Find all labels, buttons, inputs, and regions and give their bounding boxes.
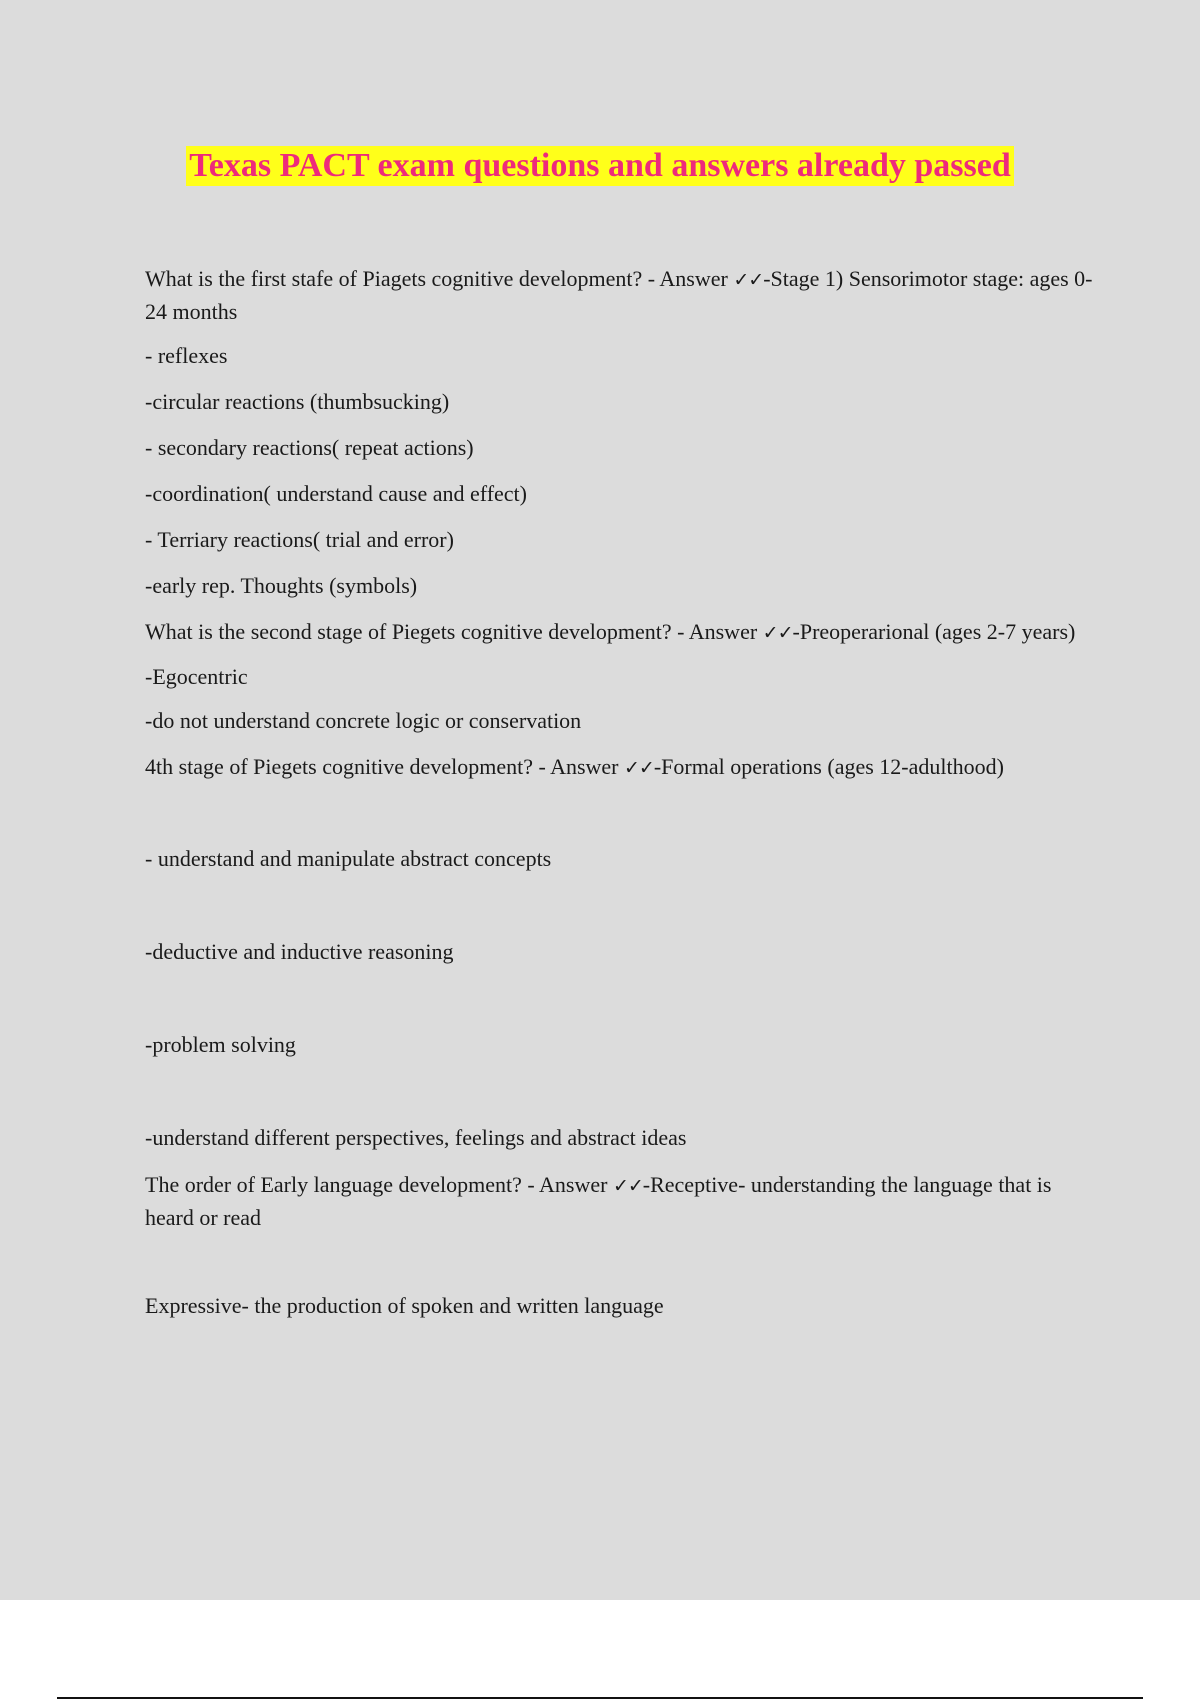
check-icon: ✓✓ xyxy=(762,622,793,644)
answer-text: -Receptive- understanding the language that is heard or read xyxy=(145,1172,1052,1230)
qa-paragraph xyxy=(145,751,1095,784)
list-item: - Terriary reactions( trial and error) xyxy=(145,527,454,552)
question-text: What is the second stage of Piegets cognitive development? - Answer xyxy=(145,619,763,644)
question-text: The order of Early language development? - Answer xyxy=(145,1172,613,1197)
question-text: What is the first stafe of Piagets cognitive development? - Answer xyxy=(145,266,734,291)
list-item: - reflexes xyxy=(145,343,228,368)
question-text: 4th stage of Piegets cognitive development? - Answer xyxy=(145,754,624,779)
list-item: -problem solving xyxy=(145,1032,296,1057)
answer-text: -Stage 1) Sensorimotor stage: ages 0-24 months xyxy=(145,266,1093,324)
document-title: Texas PACT exam questions and answers already passed xyxy=(186,146,1013,186)
footer-divider xyxy=(57,1697,1143,1699)
list-item: - secondary reactions( repeat actions) xyxy=(145,435,474,460)
list-item: -coordination( understand cause and effect) xyxy=(145,481,527,506)
list-item: - understand and manipulate abstract concepts xyxy=(145,846,552,871)
list-item: -early rep. Thoughts (symbols) xyxy=(145,573,418,598)
qa-paragraph xyxy=(145,616,1095,649)
list-item: Expressive- the production of spoken and written language xyxy=(145,1293,664,1318)
list-item: -Egocentric xyxy=(145,664,248,689)
answer-text: -Formal operations (ages 12-adulthood) xyxy=(653,754,1004,779)
check-icon: ✓✓ xyxy=(624,757,654,779)
answer-text: -Preoperarional (ages 2-7 years) xyxy=(792,619,1076,644)
document-content xyxy=(145,263,1095,1322)
list-item: -understand different perspectives, feelings and abstract ideas xyxy=(145,1125,687,1150)
qa-paragraph xyxy=(145,263,1095,328)
title-container xyxy=(0,146,1200,186)
qa-paragraph xyxy=(145,1169,1095,1234)
list-item: -circular reactions (thumbsucking) xyxy=(145,389,450,414)
list-item: -do not understand concrete logic or conservation xyxy=(145,708,582,733)
check-icon: ✓✓ xyxy=(612,1175,643,1197)
list-item: -deductive and inductive reasoning xyxy=(145,939,454,964)
check-icon: ✓✓ xyxy=(733,269,764,291)
